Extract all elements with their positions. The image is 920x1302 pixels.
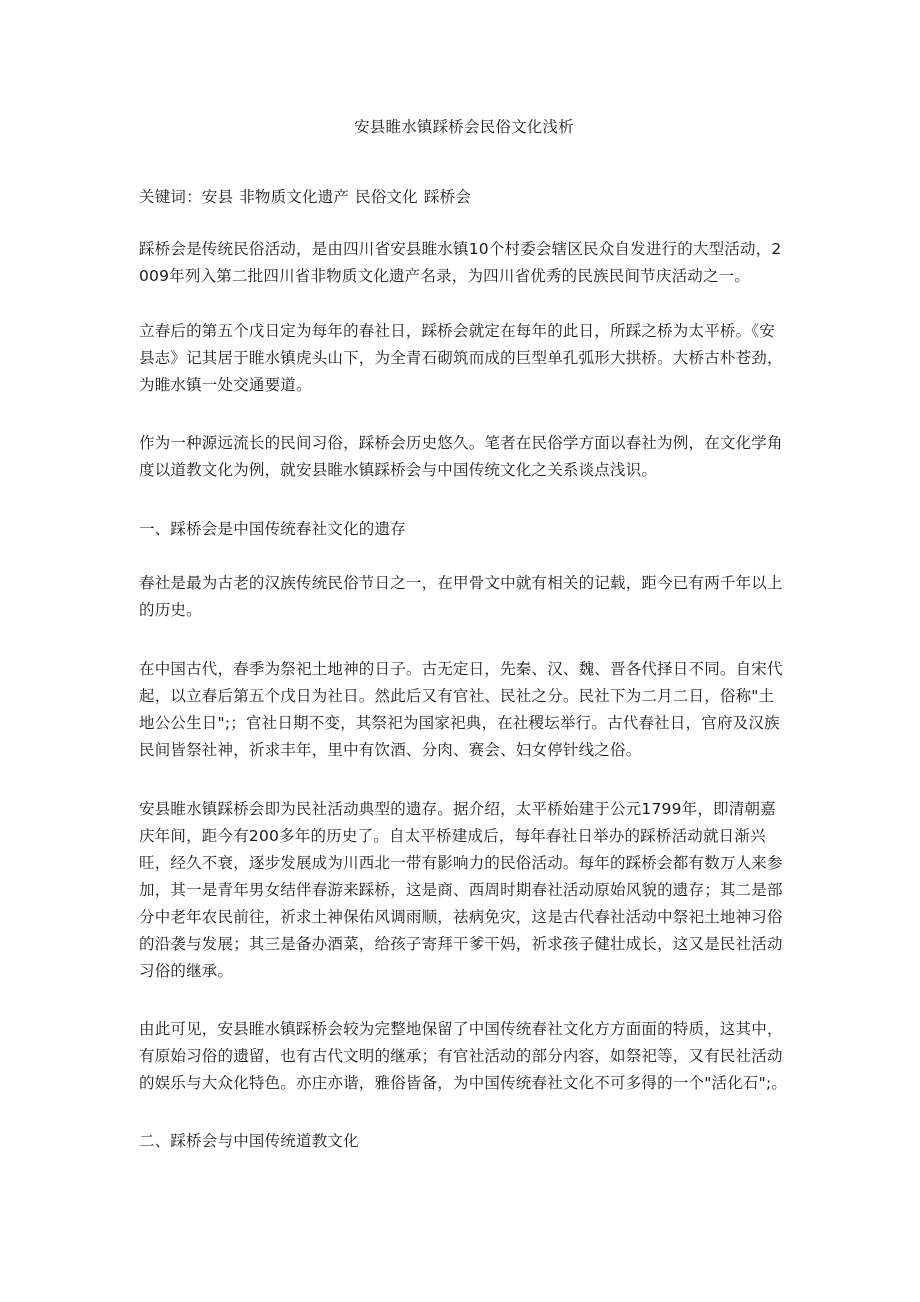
keyword: 踩桥会: [423, 188, 472, 206]
paragraph: 安县睢水镇踩桥会即为民社活动典型的遗存。据介绍，太平桥始建于公元1799年，即清朝嘉庆年间，距今有200多年的历史了。自太平桥建成后，每年春社日举办的踩桥活动就日渐兴旺，经久不衰，逐步发展成为川西北一带有影响力的民俗活动。每年的踩桥会都有数万人来参加，其一是青年男女结伴春游来踩桥，这是商、西周时期春社活动原始风貌的遗存；其二是部分中老年农民前往，祈求土神保佑风调雨顺，祛病免灾，这是古代春社活动中祭祀土地神习俗的沿袭与发展；其三是备办酒菜，给孩子寄拜干爹干妈，祈求孩子健壮成长，这又是民社活动习俗的继承。: [139, 800, 783, 980]
paragraph: 由此可见，安县睢水镇踩桥会较为完整地保留了中国传统春社文化方方面面的特质，这其中，有原始习俗的遗留，也有古代文明的继承；有官社活动的部分内容，如祭祀等，又有民社活动的娱乐与大众化特色。亦庄亦谐，雅俗皆备，为中国传统春社文化不可多得的一个"活化石";。: [139, 1020, 788, 1092]
paragraph: 踩桥会是传统民俗活动，是由四川省安县睢水镇10个村委会辖区民众自发进行的大型活动，2009年列入第二批四川省非物质文化遗产名录，为四川省优秀的民族民间节庆活动之一。: [139, 240, 782, 285]
paragraph: 立春后的第五个戊日定为每年的春社日，踩桥会就定在每年的此日，所踩之桥为太平桥。《安县志》记其居于睢水镇虎头山下，为全青石砌筑而成的巨型单孔弧形大拱桥。大桥古朴苍劲，为睢水镇一处交通要道。: [139, 322, 783, 394]
keywords-label: 关键词：: [139, 188, 202, 206]
keywords-line: [139, 184, 789, 211]
section-heading: 二、踩桥会与中国传统道教文化: [139, 1132, 359, 1150]
section-heading: 一、踩桥会是中国传统春社文化的遗存: [139, 520, 406, 538]
paragraph: 在中国古代，春季为祭祀土地神的日子。古无定日，先秦、汉、魏、晋各代择日不同。自宋代起，以立春后第五个戊日为社日。然此后又有官社、民社之分。民社下为二月二日，俗称"土地公公生日";；官社日期不变，其祭祀为国家祀典，在社稷坛举行。古代春社日，官府及汉族民间皆祭社神，祈求丰年，里中有饮酒、分肉、赛会、妇女停针线之俗。: [139, 660, 783, 759]
paragraph: 作为一种源远流长的民间习俗，踩桥会历史悠久。笔者在民俗学方面以春社为例，在文化学角度以道教文化为例，就安县睢水镇踩桥会与中国传统文化之关系谈点浅识。: [139, 434, 783, 479]
keyword: 非物质文化遗产: [239, 188, 350, 206]
paragraph: 春社是最为古老的汉族传统民俗节日之一，在甲骨文中就有相关的记载，距今已有两千年以上的历史。: [139, 574, 783, 619]
keyword: 民俗文化: [355, 188, 418, 206]
document-title: 安县睢水镇踩桥会民俗文化浅析: [354, 118, 574, 136]
keyword: 安县: [201, 188, 234, 206]
